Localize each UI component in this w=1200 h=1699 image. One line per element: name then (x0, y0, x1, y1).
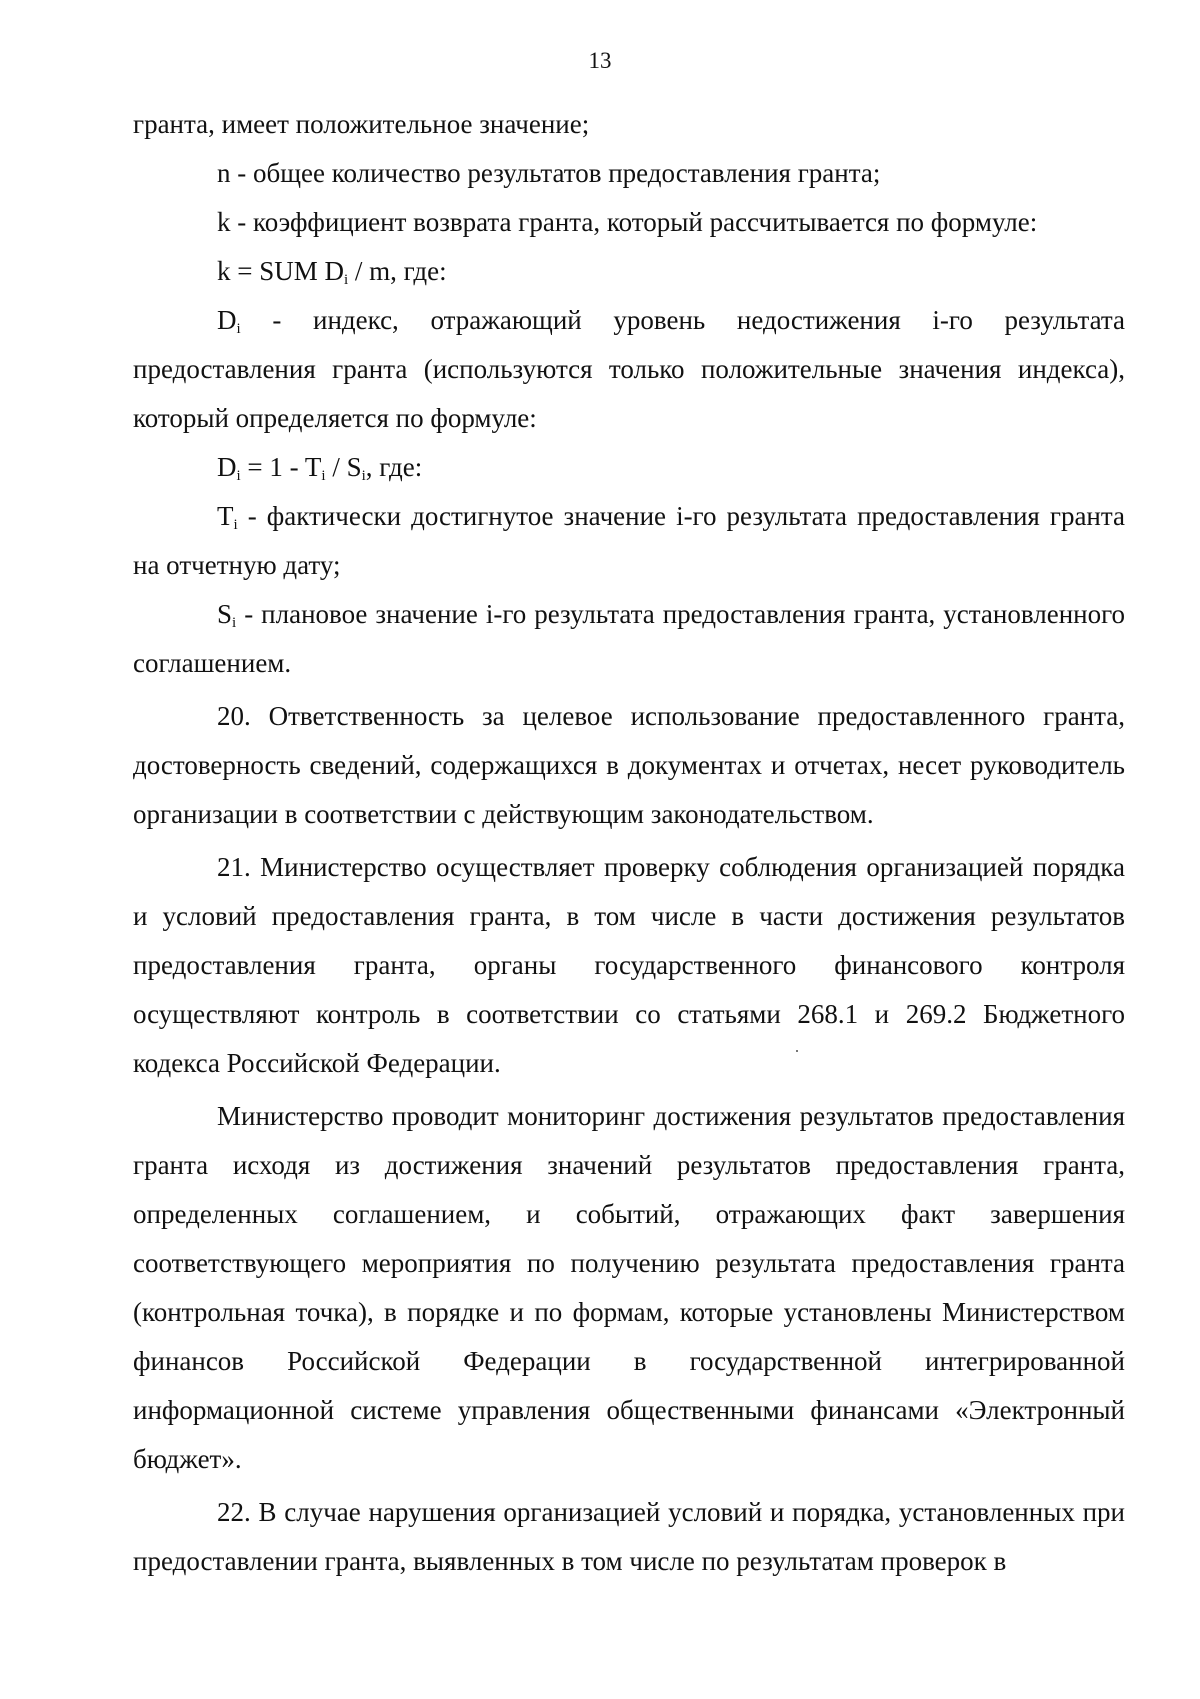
scan-speck (796, 1050, 798, 1052)
symbol-t: T (217, 501, 234, 531)
formula-d-subscript: i (361, 468, 366, 484)
formula-d-part: D (217, 452, 237, 482)
clause-22: 22. В случае нарушения организацией условий и порядка, установленных при предоставлении гранта, выявленных в том числе по результатам проверок в (133, 1497, 1125, 1576)
paragraph-continuation: гранта, имеет положительное значение; (133, 109, 590, 139)
symbol-s: S (217, 599, 233, 629)
formula-d-subscript: i (321, 468, 326, 484)
symbol-d-subscript: i (236, 321, 241, 337)
definition-t (133, 492, 1125, 590)
definition-s (133, 590, 1125, 688)
formula-k-subscript: i (344, 272, 349, 288)
clause-21: 21. Министерство осуществляет проверку соблюдения организацией порядка и условий предоставления гранта, в том числе в части достижения результатов предоставления гранта, органы государственного финансового контроля осуществляют контроль в соответствии со статьями 268.1 и 269.2 Бюджетного кодекса Российской Федерации. (133, 852, 1125, 1078)
formula-d-part: , где: (365, 452, 423, 482)
formula-k (133, 247, 1125, 296)
clause-21-monitoring: Министерство проводит мониторинг достижения результатов предоставления гранта исходя из достижения значений результатов предоставления гранта, определенных соглашением, и событий, отражающих факт завершения соответствующего мероприятия по получению результата предоставления гранта (контрольная точка), в порядке и по формам, которые установлены Министерством финансов Российской Федерации в государственной интегрированной информационной системе управления общественными финансами «Электронный бюджет». (133, 1101, 1125, 1474)
formula-d-part: = 1 - T (240, 452, 322, 482)
definition-t-text: - фактически достигнутое значение i-го результата предоставления гранта на отчетную дату; (133, 501, 1125, 580)
formula-d-subscript: i (236, 468, 241, 484)
symbol-d: D (217, 305, 237, 335)
document-body (133, 100, 1125, 1586)
definition-d (133, 296, 1125, 443)
definition-k: k - коэффициент возврата гранта, который рассчитывается по формуле: (217, 207, 1038, 237)
formula-d-part: / S (325, 452, 362, 482)
definition-s-text: - плановое значение i-го результата предоставления гранта, установленного соглашением. (133, 599, 1125, 678)
page-number: 13 (588, 48, 612, 73)
formula-d (133, 443, 1125, 492)
clause-20: 20. Ответственность за целевое использование предоставленного гранта, достоверность сведений, содержащихся в документах и отчетах, несет руководитель организации в соответствии с действующим законодательством. (133, 701, 1125, 829)
definition-n: n - общее количество результатов предоставления гранта; (217, 158, 881, 188)
formula-k-part: / m, где: (348, 256, 447, 286)
symbol-s-subscript: i (232, 615, 237, 631)
formula-k-part: k = SUM D (217, 256, 344, 286)
definition-d-text: - индекс, отражающий уровень недостижения i-го результата предоставления гранта (используются только положительные значения индекса), который определяется по формуле: (133, 305, 1125, 433)
symbol-t-subscript: i (233, 517, 238, 533)
